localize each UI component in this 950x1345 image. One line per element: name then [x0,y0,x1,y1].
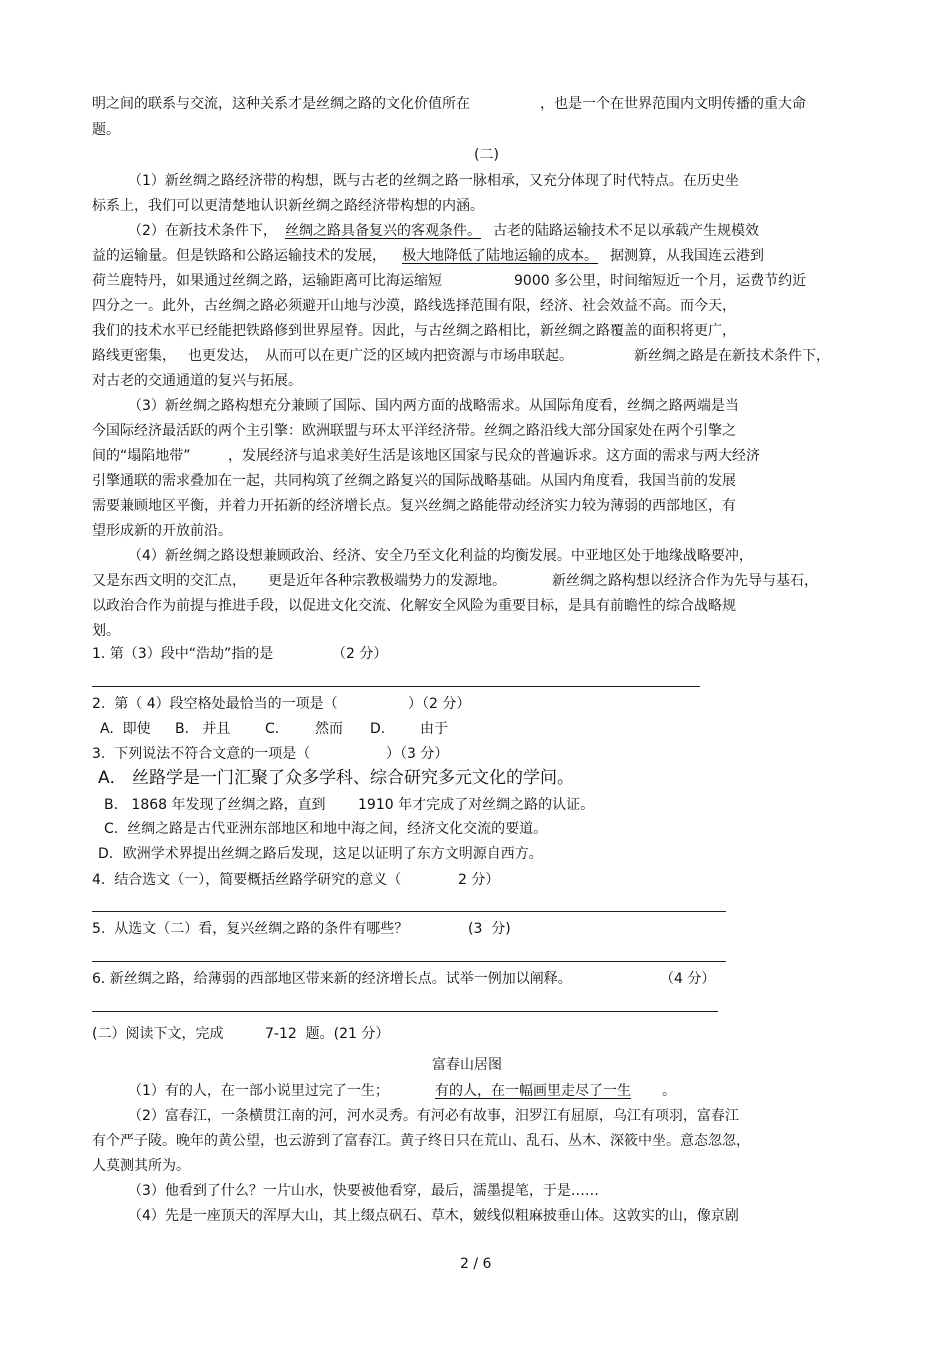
option-b-cont[interactable]: 1910 年才完成了对丝绸之路的认证。 [358,797,595,813]
question-points: ）（2 分） [408,696,471,712]
answer-line[interactable] [92,686,700,687]
text-line: ，也是一个在世界范围内文明传播的重大命 [540,96,806,112]
option-a[interactable]: A． 丝路学是一门汇聚了众多学科、综合研究多元文化的学问。 [98,768,575,788]
page-number: 2 / 6 [460,1256,492,1272]
question-points: 2 分） [458,872,500,888]
paragraph-line: 划。 [92,623,120,639]
paragraph-line: 9000 多公里，时间缩短近一个月，运费节约近 [514,273,807,289]
option-d[interactable]: 由于 [420,721,448,737]
article-title: 富春山居图 [432,1057,502,1073]
paragraph-line: 荷兰鹿特丹，如果通过丝绸之路，运输距离可比海运缩短 [92,273,442,289]
paragraph-line: 标系上，我们可以更清楚地认识新丝绸之路经济带构想的内涵。 [92,198,484,214]
paragraph-line: 也更发达， [188,348,258,364]
paragraph-line: 从而可以在更广泛的区域内把资源与市场串联起。 [265,348,573,364]
paragraph-line: 人莫测其所为。 [92,1158,190,1174]
option-c[interactable]: C. 丝绸之路是古代亚洲东部地区和地中海之间，经济文化交流的要道。 [104,821,548,837]
text-line: 题。 [92,122,120,138]
paragraph-line: （2）在新技术条件下， [128,223,277,239]
question-5: 5. 从选文（二）看，复兴丝绸之路的条件有哪些？ [92,921,409,937]
paragraph-line: 望形成新的开放前沿。 [92,523,232,539]
underlined-phrase: 丝绸之路具备复兴的客观条件。 [285,223,481,239]
paragraph-line: 又是东西文明的交汇点， [92,573,246,589]
question-6: 6. 新丝绸之路，给薄弱的西部地区带来新的经济增长点。试举一例加以阐释。 [92,971,572,987]
paragraph-line: 。 [662,1083,676,1099]
paragraph-line: 引擎通联的需求叠加在一起，共同构筑了丝绸之路复兴的国际战略基础。从国内角度看，我国当前的发展 [92,473,736,489]
question-points: （4 分） [660,971,716,987]
paragraph-line: 古老的陆路运输技术不足以承载产生规模效 [493,223,759,239]
paragraph-line: 四分之一。此外，古丝绸之路必须避开山地与沙漠，路线选择范围有限，经济、社会效益不高。而今天， [92,298,736,314]
option-a[interactable]: A. 即使 [100,721,151,737]
option-b[interactable]: B. 并且 [175,721,231,737]
paragraph-line: 更是近年各种宗教极端势力的发源地。 [268,573,506,589]
paragraph-line: 间的“塌陷地带” [92,448,191,464]
paragraph-line: 我们的技术水平已经能把铁路修到世界屋脊。因此，与古丝绸之路相比，新丝绸之路覆盖的面积将更广， [92,323,736,339]
paragraph-line: 路线更密集， [92,348,176,364]
section-instruction: (二）阅读下文，完成 [92,1026,224,1042]
paragraph-line: ，发展经济与追求美好生活是该地区国家与民众的普遍诉求。这方面的需求与两大经济 [228,448,760,464]
paragraph-line: （2）富春江，一条横贯江南的河，河水灵秀。有河必有故事，汨罗江有屈原，乌江有项羽，富春江 [128,1108,739,1124]
question-points: （2 分） [332,646,388,662]
question-1: 1. 第（3）段中“浩劫”指的是 [92,646,274,662]
underlined-phrase: 极大地降低了陆地运输的成本。 [402,248,598,264]
option-d[interactable]: D．欧洲学术界提出丝绸之路后发现，这足以证明了东方文明源自西方。 [98,846,543,862]
paragraph-line: 据测算，从我国连云港到 [610,248,764,264]
paragraph-line: （1）有的人，在一部小说里过完了一生； [128,1083,389,1099]
paragraph-line: （3）他看到了什么？一片山水，快要被他看穿，最后，濡墨提笔，于是…… [128,1183,599,1199]
option-b[interactable]: B. 1868 年发现了丝绸之路，直到 [104,797,326,813]
section-instruction: 7-12 题。(21 分） [265,1026,390,1042]
answer-line[interactable] [92,1011,718,1012]
option-d-label[interactable]: D. [370,721,386,737]
paragraph-line: 新丝绸之路是在新技术条件下， [634,348,830,364]
paragraph-line: （3）新丝绸之路构想充分兼顾了国际、国内两方面的战略需求。从国际角度看，丝绸之路两端是当 [128,398,739,414]
underlined-phrase: 有的人，在一幅画里走尽了一生 [435,1083,631,1099]
question-4: 4. 结合选文（一），简要概括丝路学研究的意义（ [92,872,402,888]
question-3: 3. 下列说法不符合文意的一项是（ [92,746,311,762]
paragraph-line: （1）新丝绸之路经济带的构想，既与古老的丝绸之路一脉相承，又充分体现了时代特点。在历史坐 [128,173,739,189]
question-points: ）（3 分） [386,746,449,762]
paragraph-line: （4）新丝绸之路设想兼顾政治、经济、安全乃至文化利益的均衡发展。中亚地区处于地缘战略要冲， [128,548,753,564]
option-c-label[interactable]: C. [265,721,280,737]
paragraph-line: 今国际经济最活跃的两个主引擎：欧洲联盟与环太平洋经济带。丝绸之路沿线大部分国家处在两个引擎之 [92,423,736,439]
paragraph-line: 需要兼顾地区平衡，并着力开拓新的经济增长点。复兴丝绸之路能带动经济实力较为薄弱的西部地区，有 [92,498,736,514]
question-points: (3 分) [468,921,511,937]
paragraph-line: 益的运输量。但是铁路和公路运输技术的发展， [92,248,386,264]
text-line: 明之间的联系与交流，这种关系才是丝绸之路的文化价值所在 [92,96,470,112]
paragraph-line: （4）先是一座顶天的浑厚大山，其上缀点矾石、草木，皴线似粗麻披垂山体。这敦实的山，像京剧 [128,1208,739,1224]
paragraph-line: 以政治合作为前提与推进手段，以促进文化交流、化解安全风险为重要目标，是具有前瞻性的综合战略规 [92,598,736,614]
paragraph-line: 对古老的交通通道的复兴与拓展。 [92,373,302,389]
section-heading: (二) [474,147,499,163]
answer-line[interactable] [92,911,726,912]
paragraph-line: 新丝绸之路构想以经济合作为先导与基石， [552,573,818,589]
option-c[interactable]: 然而 [315,721,343,737]
question-2: 2. 第（ 4）段空格处最恰当的一项是（ [92,696,338,712]
answer-line[interactable] [92,961,726,962]
paragraph-line: 有个严子陵。晚年的黄公望，也云游到了富春江。黄子终日只在荒山、乱石、丛木、深筱中坐。意态忽忽， [92,1133,750,1149]
